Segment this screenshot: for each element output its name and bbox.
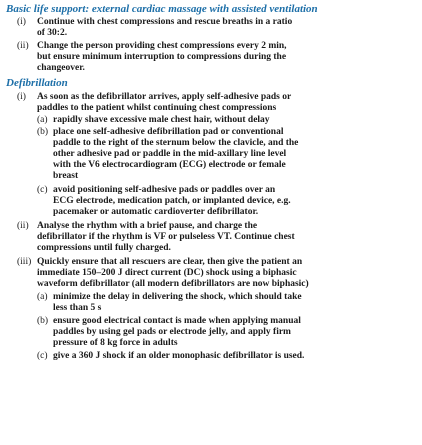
text-line: rapidly shave excessive male chest hair, without delay <box>53 115 270 125</box>
text-line: Analyse the rhythm with a brief pause, and charge the <box>37 221 258 231</box>
subitem-letter: (a) <box>37 115 48 125</box>
item-text-apply-pads <box>37 92 291 114</box>
text-line: place one self-adhesive defibrillation pad or conventional <box>53 127 284 137</box>
text-line: but ensure minimum interruption to compressions during the <box>37 52 287 62</box>
item-number: (ii) <box>17 221 29 231</box>
section-heading-basic-life-support: Basic life support: external cardiac massage with assisted ventilation <box>6 3 318 15</box>
subitem-letter: (a) <box>37 292 48 302</box>
text-line: waveform defibrillator (all modern defibrillators are now biphasic) <box>37 279 309 289</box>
text-line: ECG electrode, medication patch, or implanted device, e.g. <box>53 196 291 206</box>
text-line: changeover. <box>37 63 85 73</box>
item-text-deliver-shock <box>37 257 309 290</box>
text-line: immediate 150–200 J direct current (DC) shock using a biphasic <box>37 268 297 278</box>
subitem-text-avoid-positioning <box>53 185 291 218</box>
text-line: As soon as the defibrillator arrives, apply self-adhesive pads or <box>37 92 292 102</box>
section-heading-defibrillation: Defibrillation <box>6 77 68 89</box>
text-line: compressions until fully charged. <box>37 243 171 253</box>
text-line: pressure of 8 kg force in adults <box>53 338 178 348</box>
subitem-letter: (b) <box>37 127 49 137</box>
item-number: (i) <box>17 17 26 27</box>
text-line: of 30:2. <box>37 28 68 38</box>
item-text-compressions-ratio <box>37 17 292 39</box>
text-line: less than 5 s <box>53 303 102 313</box>
text-line: Continue with chest compressions and rescue breaths in a ratio <box>37 17 293 27</box>
text-line: give a 360 J shock if an older monophasic defibrillator is used. <box>53 351 305 361</box>
subitem-text-pad-placement <box>53 127 298 182</box>
text-line: minimize the delay in delivering the shock, which should take <box>53 292 302 302</box>
item-number: (ii) <box>17 41 29 51</box>
text-line: paddles to the patient whilst continuing chest compressions <box>37 103 277 113</box>
item-text-analyse-rhythm <box>37 221 295 254</box>
text-line: other adhesive pad or paddle in the mid-axillary line level <box>53 149 287 159</box>
subitem-text-monophasic-shock <box>53 351 304 362</box>
text-line: paddles by using gel pads or electrode jelly, and apply firm <box>53 327 291 337</box>
subitem-text-electrical-contact <box>53 316 301 349</box>
item-number: (iii) <box>17 257 32 267</box>
item-text-changeover <box>37 41 287 74</box>
text-line: paddle to the right of the sternum below the clavicle, and the <box>53 138 299 148</box>
subitem-letter: (b) <box>37 316 49 326</box>
subitem-text-minimize-delay <box>53 292 302 314</box>
subitem-text-shave-hair <box>53 115 270 126</box>
text-line: defibrillator if the rhythm is VF or pulseless VT. Continue chest <box>37 232 295 242</box>
item-number: (i) <box>17 92 26 102</box>
text-line: Change the person providing chest compressions every 2 min, <box>37 41 287 51</box>
text-line: pacemaker or automatic cardioverter defibrillator. <box>53 207 259 217</box>
subitem-letter: (c) <box>37 351 48 361</box>
text-line: ensure good electrical contact is made when applying manual <box>53 316 301 326</box>
text-line: breast <box>53 171 79 181</box>
text-line: avoid positioning self-adhesive pads or paddles over an <box>53 185 276 195</box>
subitem-letter: (c) <box>37 185 48 195</box>
text-line: with the V6 electrocardiogram (ECG) electrode or female <box>53 160 286 170</box>
text-line: Quickly ensure that all rescuers are clear, then give the patient an <box>37 257 303 267</box>
